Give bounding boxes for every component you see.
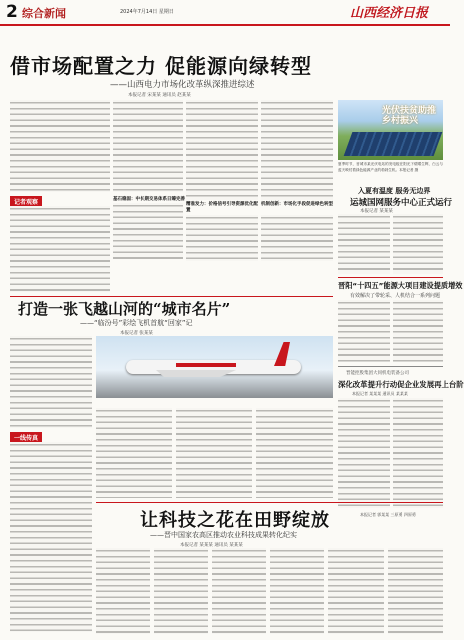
solar-photo xyxy=(338,100,443,160)
lead-headline: 借市场配置之力 促能源向绿转型 xyxy=(10,54,312,78)
footer-credit: 本报记者 郭某某 三原勇 四原勇 xyxy=(360,512,416,517)
lead-body-col3 xyxy=(186,100,258,200)
right-box-col1 xyxy=(338,214,390,274)
feature-top-rule xyxy=(96,502,443,503)
frontline-body xyxy=(10,442,92,632)
airline-headline: 打造一张飞越山河的“城市名片” xyxy=(18,300,231,318)
section-heading-1: 基石稳固：中长期交易体系日臻完善 xyxy=(113,197,185,202)
section-heading-3: 机制创新：市场化手段促进绿色转型 xyxy=(261,202,333,207)
feature-body-col6 xyxy=(388,548,443,634)
lead-byline: 本报记者 宋某某 通讯员 赵某某 xyxy=(128,93,191,98)
page-header xyxy=(0,0,450,24)
feature-body-col5 xyxy=(328,548,384,634)
right-news2-col1 xyxy=(338,398,390,508)
lead-body-col2b xyxy=(113,203,183,259)
section-name: 综合新闻 xyxy=(22,7,66,20)
lead-body-col3b xyxy=(186,215,258,261)
right-news1-col2 xyxy=(393,300,443,362)
feature-body-col3 xyxy=(212,548,266,634)
right-news2-kicker: 晋能控股集团大同机电装备公司 xyxy=(346,371,409,376)
lead-subtitle: ——山西电力市场化改革纵深推进综述 xyxy=(110,80,255,90)
observer-body xyxy=(10,206,110,292)
right-box-title2: 运城国网服务中心正式运行 xyxy=(350,198,453,208)
observer-label: 记者观察 xyxy=(10,196,42,207)
airline-body-col1 xyxy=(10,336,92,428)
issue-date: 2024年7月14日 星期日 xyxy=(120,9,174,15)
airline-photo-caption xyxy=(96,400,333,406)
right-box-title1: 入夏有温度 服务无边界 xyxy=(358,187,431,195)
right-divider-1 xyxy=(338,277,443,278)
feature-headline: 让科技之花在田野绽放 xyxy=(140,510,330,531)
masthead-logo: 山西经济日报 xyxy=(350,6,429,21)
right-divider-2 xyxy=(338,366,443,367)
airline-body-col2 xyxy=(96,408,172,498)
feature-byline: 本报记者 某某某 通讯员 某某某 xyxy=(180,543,243,548)
right-news1-col1 xyxy=(338,300,390,362)
right-news2-title: 深化改革提升行动促企业发展再上台阶 xyxy=(338,380,464,389)
airline-body-col4 xyxy=(256,408,333,498)
feature-body-col4 xyxy=(270,548,324,634)
airline-top-rule xyxy=(10,296,333,297)
lead-body-col2 xyxy=(113,100,183,192)
airplane-wing xyxy=(156,370,236,377)
photo-caption: 夏季时节，晋城市某光伏电站的发电板在阳光下熠熠生辉，白云与蓝天映衬着绿色能源产业的勃勃生机。本报记者 摄 xyxy=(338,162,443,172)
airline-byline: 本报记者 张某某 xyxy=(120,331,153,336)
right-news2-byline: 本报记者 某某某 通讯员 某某某 xyxy=(352,391,408,396)
page-number: 2 xyxy=(6,2,18,22)
lead-body-col4b xyxy=(261,215,333,261)
solar-panels xyxy=(344,132,443,156)
airplane-photo xyxy=(96,336,333,398)
lead-body-col1 xyxy=(10,100,110,192)
feature-body-col1 xyxy=(96,548,150,634)
feature-body-col2 xyxy=(154,548,208,634)
feature-subtitle: ——晋中国家农高区推动农业科技成果转化纪实 xyxy=(150,531,297,539)
right-news1-subtitle: 有效解决了带轮采、人机结合一系列问题 xyxy=(350,293,441,299)
right-box-col2 xyxy=(393,214,443,274)
lead-body-col4 xyxy=(261,100,333,200)
section-heading-2: 精准发力：价格信号引导资源优化配置 xyxy=(186,202,258,213)
airline-body-col3 xyxy=(176,408,252,498)
right-news2-col2 xyxy=(393,398,443,508)
photo-overlay-text: 光伏扶贫助推乡村振兴 xyxy=(382,106,437,126)
header-rule xyxy=(0,24,450,26)
airplane-livery-stripe xyxy=(176,363,236,367)
right-news1-title: 晋阳“十四五”能源大项目建设提质增效 xyxy=(338,281,463,290)
right-box-byline: 本报记者 某某某 xyxy=(360,209,393,214)
frontline-label: 一线传真 xyxy=(10,432,42,443)
airline-subtitle: ——“临汾号”彩绘飞机首航“回家”记 xyxy=(80,319,193,327)
